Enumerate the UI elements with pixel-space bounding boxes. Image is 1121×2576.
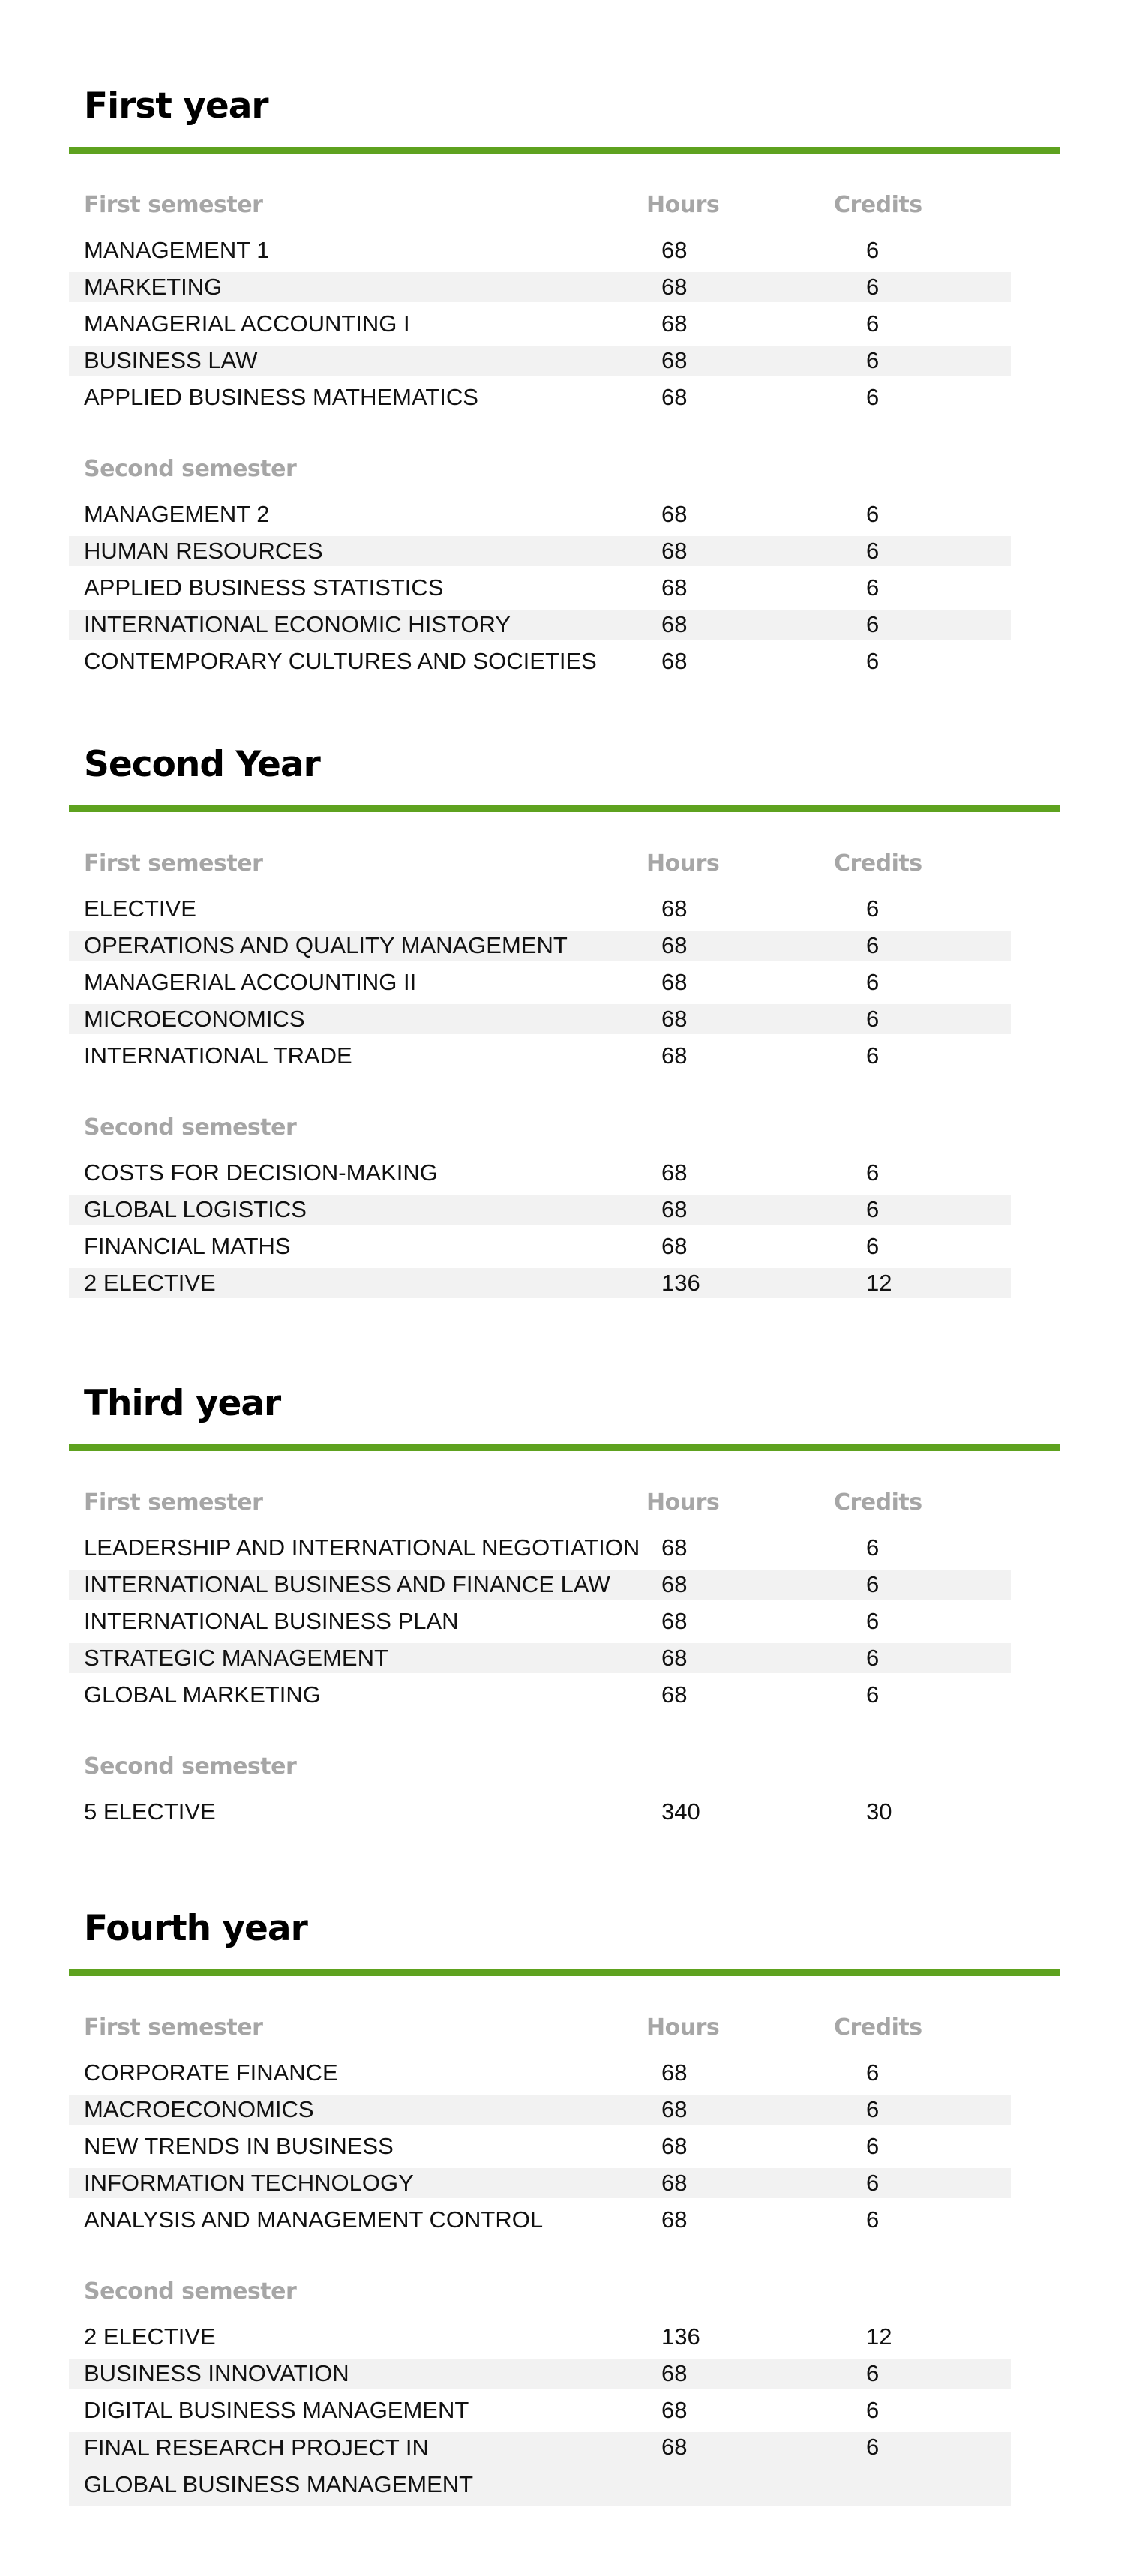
year-divider xyxy=(69,147,1060,154)
semester-header xyxy=(0,2013,1121,2043)
course-row xyxy=(69,1231,1011,1261)
course-hours: 68 xyxy=(661,1042,688,1069)
course-row xyxy=(69,573,1011,603)
course-name: BUSINESS INNOVATION xyxy=(84,2360,349,2386)
credits-column-header: Credits xyxy=(834,192,922,218)
year-divider xyxy=(69,1444,1060,1451)
semester-label: Second semester xyxy=(84,1753,297,1780)
course-hours: 68 xyxy=(661,648,688,674)
course-hours: 68 xyxy=(661,1571,688,1597)
year-title: Fourth year xyxy=(84,1908,307,1949)
course-name: INTERNATIONAL BUSINESS AND FINANCE LAW xyxy=(84,1571,610,1597)
course-credits: 6 xyxy=(866,2170,880,2196)
course-row xyxy=(69,1268,1011,1298)
course-row xyxy=(69,894,1011,924)
course-row xyxy=(69,1797,1011,1827)
course-credits: 6 xyxy=(866,2360,880,2386)
course-row xyxy=(69,2205,1011,2235)
course-hours: 68 xyxy=(661,2059,688,2086)
course-name: LEADERSHIP AND INTERNATIONAL NEGOTIATION xyxy=(84,1534,640,1561)
course-name xyxy=(84,2429,654,2503)
credits-column-header: Credits xyxy=(834,2014,922,2041)
course-row xyxy=(69,2095,1011,2125)
semester-label: First semester xyxy=(84,2014,263,2041)
semester-header xyxy=(0,190,1121,220)
course-row xyxy=(69,931,1011,961)
course-hours: 68 xyxy=(661,895,688,922)
year-title: First year xyxy=(84,85,268,127)
hours-column-header: Hours xyxy=(646,850,720,877)
course-row xyxy=(69,1606,1011,1636)
course-hours: 68 xyxy=(661,1645,688,1671)
course-credits: 6 xyxy=(866,1233,880,1259)
course-credits: 6 xyxy=(866,347,880,373)
course-credits: 6 xyxy=(866,2397,880,2423)
semester-header xyxy=(0,1752,1121,1782)
course-row xyxy=(69,536,1011,566)
course-hours: 68 xyxy=(661,1534,688,1561)
course-row xyxy=(69,1041,1011,1071)
course-row xyxy=(69,2322,1011,2352)
credits-column-header: Credits xyxy=(834,850,922,877)
course-hours: 136 xyxy=(661,1270,700,1296)
course-hours: 68 xyxy=(661,932,688,958)
semester-header xyxy=(0,1113,1121,1143)
course-name: STRATEGIC MANAGEMENT xyxy=(84,1645,388,1671)
course-hours: 136 xyxy=(661,2323,700,2350)
course-name: CONTEMPORARY CULTURES AND SOCIETIES xyxy=(84,648,597,674)
course-credits: 6 xyxy=(866,2096,880,2122)
course-credits: 6 xyxy=(866,1534,880,1561)
course-credits: 6 xyxy=(866,2133,880,2159)
semester-label: Second semester xyxy=(84,456,297,482)
course-hours: 68 xyxy=(661,574,688,601)
course-name: INTERNATIONAL ECONOMIC HISTORY xyxy=(84,611,511,637)
course-name: MICROECONOMICS xyxy=(84,1006,305,1032)
course-hours: 68 xyxy=(661,2206,688,2233)
semester-label: Second semester xyxy=(84,2278,297,2305)
course-name-line: GLOBAL BUSINESS MANAGEMENT xyxy=(84,2471,474,2497)
course-hours: 68 xyxy=(661,2360,688,2386)
course-name: MANAGEMENT 2 xyxy=(84,501,270,527)
course-name: FINANCIAL MATHS xyxy=(84,1233,291,1259)
course-row xyxy=(69,2131,1011,2161)
course-hours: 68 xyxy=(661,501,688,527)
course-credits: 6 xyxy=(866,895,880,922)
course-hours: 68 xyxy=(661,1681,688,1708)
course-credits: 6 xyxy=(866,310,880,337)
course-name: GLOBAL MARKETING xyxy=(84,1681,321,1708)
course-credits: 6 xyxy=(866,574,880,601)
course-credits: 12 xyxy=(866,2323,892,2350)
course-hours: 68 xyxy=(661,237,688,263)
course-credits: 6 xyxy=(866,2059,880,2086)
semester-label: First semester xyxy=(84,1489,263,1516)
course-name: CORPORATE FINANCE xyxy=(84,2059,338,2086)
course-credits: 6 xyxy=(866,237,880,263)
course-hours: 68 xyxy=(661,310,688,337)
course-hours: 68 xyxy=(661,969,688,995)
course-name: 2 ELECTIVE xyxy=(84,2323,216,2350)
course-credits: 6 xyxy=(866,1608,880,1634)
course-name: MANAGERIAL ACCOUNTING I xyxy=(84,310,410,337)
course-hours: 340 xyxy=(661,1798,700,1825)
course-hours: 68 xyxy=(661,1196,688,1222)
course-hours: 68 xyxy=(661,2170,688,2196)
course-name: OPERATIONS AND QUALITY MANAGEMENT xyxy=(84,932,568,958)
course-credits: 6 xyxy=(866,1006,880,1032)
course-hours: 68 xyxy=(661,1233,688,1259)
credits-column-header: Credits xyxy=(834,1489,922,1516)
course-row xyxy=(69,309,1011,339)
course-name: NEW TRENDS IN BUSINESS xyxy=(84,2133,394,2159)
course-credits: 6 xyxy=(866,1645,880,1671)
course-row xyxy=(69,382,1011,412)
course-credits: 6 xyxy=(866,538,880,564)
course-name: 2 ELECTIVE xyxy=(84,1270,216,1296)
hours-column-header: Hours xyxy=(646,1489,720,1516)
course-name-line: FINAL RESEARCH PROJECT IN xyxy=(84,2434,429,2461)
course-hours: 68 xyxy=(661,1159,688,1186)
course-row xyxy=(69,2168,1011,2198)
course-hours: 68 xyxy=(661,2397,688,2423)
year-title: Second Year xyxy=(84,744,320,785)
semester-label: Second semester xyxy=(84,1114,297,1141)
course-credits: 6 xyxy=(866,611,880,637)
year-divider xyxy=(69,1969,1060,1976)
course-credits: 6 xyxy=(866,1681,880,1708)
semester-label: First semester xyxy=(84,192,263,218)
course-credits: 6 xyxy=(866,1196,880,1222)
course-row xyxy=(69,1680,1011,1710)
course-row xyxy=(69,2058,1011,2088)
course-name: APPLIED BUSINESS MATHEMATICS xyxy=(84,384,478,410)
course-name: ELECTIVE xyxy=(84,895,196,922)
course-row xyxy=(69,2395,1011,2425)
semester-header xyxy=(0,1488,1121,1518)
course-credits: 6 xyxy=(866,274,880,300)
semester-header xyxy=(0,2277,1121,2307)
course-hours: 68 xyxy=(661,538,688,564)
course-row xyxy=(69,1195,1011,1225)
course-name: GLOBAL LOGISTICS xyxy=(84,1196,307,1222)
course-name: DIGITAL BUSINESS MANAGEMENT xyxy=(84,2397,469,2423)
course-row xyxy=(69,1643,1011,1673)
course-credits: 6 xyxy=(866,1042,880,1069)
course-credits: 30 xyxy=(866,1798,892,1825)
semester-label: First semester xyxy=(84,850,263,877)
course-row xyxy=(69,346,1011,376)
course-row xyxy=(69,499,1011,529)
course-name: 5 ELECTIVE xyxy=(84,1798,216,1825)
course-credits: 6 xyxy=(866,501,880,527)
course-credits: 6 xyxy=(866,2206,880,2233)
course-hours: 68 xyxy=(661,611,688,637)
course-credits: 6 xyxy=(866,969,880,995)
course-row xyxy=(69,235,1011,265)
course-name: INFORMATION TECHNOLOGY xyxy=(84,2170,414,2196)
course-credits: 6 xyxy=(866,1159,880,1186)
hours-column-header: Hours xyxy=(646,2014,720,2041)
course-name: BUSINESS LAW xyxy=(84,347,258,373)
course-row xyxy=(69,967,1011,997)
course-name: MARKETING xyxy=(84,274,223,300)
course-row xyxy=(69,1004,1011,1034)
course-name: MANAGERIAL ACCOUNTING II xyxy=(84,969,417,995)
course-hours: 68 xyxy=(661,384,688,410)
course-name: INTERNATIONAL TRADE xyxy=(84,1042,352,1069)
year-title: Third year xyxy=(84,1383,281,1424)
course-name: MANAGEMENT 1 xyxy=(84,237,270,263)
course-credits: 6 xyxy=(866,384,880,410)
course-row xyxy=(69,646,1011,676)
course-credits: 6 xyxy=(866,2434,880,2460)
course-hours: 68 xyxy=(661,2434,688,2460)
course-hours: 68 xyxy=(661,2096,688,2122)
course-row xyxy=(69,610,1011,640)
course-row xyxy=(69,1158,1011,1188)
course-name: INTERNATIONAL BUSINESS PLAN xyxy=(84,1608,459,1634)
course-name: MACROECONOMICS xyxy=(84,2096,314,2122)
hours-column-header: Hours xyxy=(646,192,720,218)
course-name: ANALYSIS AND MANAGEMENT CONTROL xyxy=(84,2206,544,2233)
course-row xyxy=(69,2432,1011,2506)
course-row xyxy=(69,2359,1011,2389)
course-row xyxy=(69,1533,1011,1563)
course-name: COSTS FOR DECISION-MAKING xyxy=(84,1159,438,1186)
course-hours: 68 xyxy=(661,1608,688,1634)
course-credits: 6 xyxy=(866,932,880,958)
course-credits: 6 xyxy=(866,1571,880,1597)
semester-header xyxy=(0,454,1121,484)
course-hours: 68 xyxy=(661,1006,688,1032)
course-hours: 68 xyxy=(661,347,688,373)
course-credits: 12 xyxy=(866,1270,892,1296)
course-hours: 68 xyxy=(661,2133,688,2159)
semester-header xyxy=(0,849,1121,879)
year-divider xyxy=(69,805,1060,812)
course-name: HUMAN RESOURCES xyxy=(84,538,323,564)
course-row xyxy=(69,272,1011,302)
course-name: APPLIED BUSINESS STATISTICS xyxy=(84,574,444,601)
course-hours: 68 xyxy=(661,274,688,300)
course-row xyxy=(69,1570,1011,1600)
course-credits: 6 xyxy=(866,648,880,674)
